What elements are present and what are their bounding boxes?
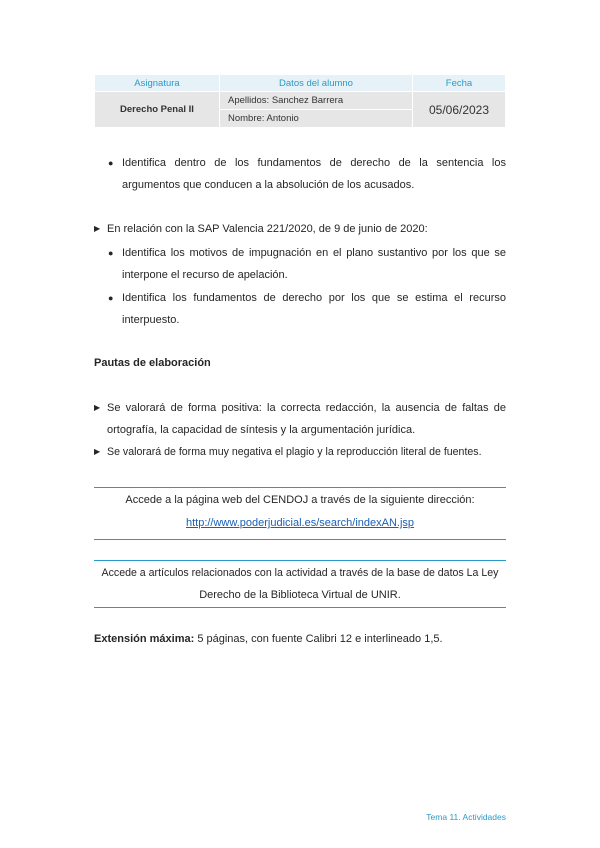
bullet-1-line-1: Identifica dentro de los fundamentos de derecho de la sentencia los <box>122 157 506 169</box>
extension-text: 5 páginas, con fuente Calibri 12 e interlineado 1,5. <box>194 633 443 645</box>
guideline-2: Se valorará de forma muy negativa el plagio y la reproducción literal de fuentes. <box>107 446 482 458</box>
bullet-icon: ● <box>108 293 114 303</box>
arrow-icon: ▶ <box>94 447 101 456</box>
box-2-top-rule <box>94 560 506 561</box>
box-1-text: Accede a la página web del CENDOJ a través de la siguiente dirección: <box>125 494 475 506</box>
date-value: 05/06/2023 <box>413 92 506 128</box>
header-col-date: Fecha <box>413 75 506 92</box>
header-table <box>94 74 506 128</box>
box-1-bottom-rule <box>94 539 506 540</box>
header-col-student: Datos del alumno <box>220 75 413 92</box>
bullet-3-line-2: interpuesto. <box>122 314 180 326</box>
bullet-2-line-2: interpone el recurso de apelación. <box>122 269 288 281</box>
header-col-subject: Asignatura <box>95 75 220 92</box>
bullet-2-line-1: Identifica los motivos de impugnación en el plano sustantivo por los que se <box>122 247 506 259</box>
box-2-bottom-rule <box>94 607 506 608</box>
arrow-item-1: En relación con la SAP Valencia 221/2020, de 9 de junio de 2020: <box>107 223 428 235</box>
bullet-1-line-2: argumentos que conducen a la absolución de los acusados. <box>122 179 415 191</box>
student-surname: Apellidos: Sanchez Barrera <box>220 92 413 110</box>
subject-value: Derecho Penal II <box>95 92 220 128</box>
box-1-top-rule <box>94 487 506 488</box>
arrow-icon: ▶ <box>94 403 101 412</box>
bullet-icon: ● <box>108 248 114 258</box>
bullet-3-line-1: Identifica los fundamentos de derecho por los que se estima el recurso <box>122 292 506 304</box>
guidelines-heading: Pautas de elaboración <box>94 357 211 369</box>
student-name: Nombre: Antonio <box>220 110 413 128</box>
bullet-icon: ● <box>108 158 114 168</box>
cendoj-link[interactable]: http://www.poderjudicial.es/search/indexAN.jsp <box>185 517 415 529</box>
box-2-line-1: Accede a artículos relacionados con la actividad a través de la base de datos La Ley <box>101 567 499 579</box>
box-2-line-2: Derecho de la Biblioteca Virtual de UNIR. <box>199 589 401 601</box>
page-footer: Tema 11. Actividades <box>426 812 506 822</box>
guideline-1-line-2: ortografía, la capacidad de síntesis y la argumentación jurídica. <box>107 424 416 436</box>
arrow-icon: ▶ <box>94 224 101 233</box>
guideline-1-line-1: Se valorará de forma positiva: la correcta redacción, la ausencia de faltas de <box>107 402 506 414</box>
extension-line <box>94 628 443 650</box>
box-1-link-row <box>94 512 506 534</box>
extension-label: Extensión máxima: <box>94 633 195 645</box>
